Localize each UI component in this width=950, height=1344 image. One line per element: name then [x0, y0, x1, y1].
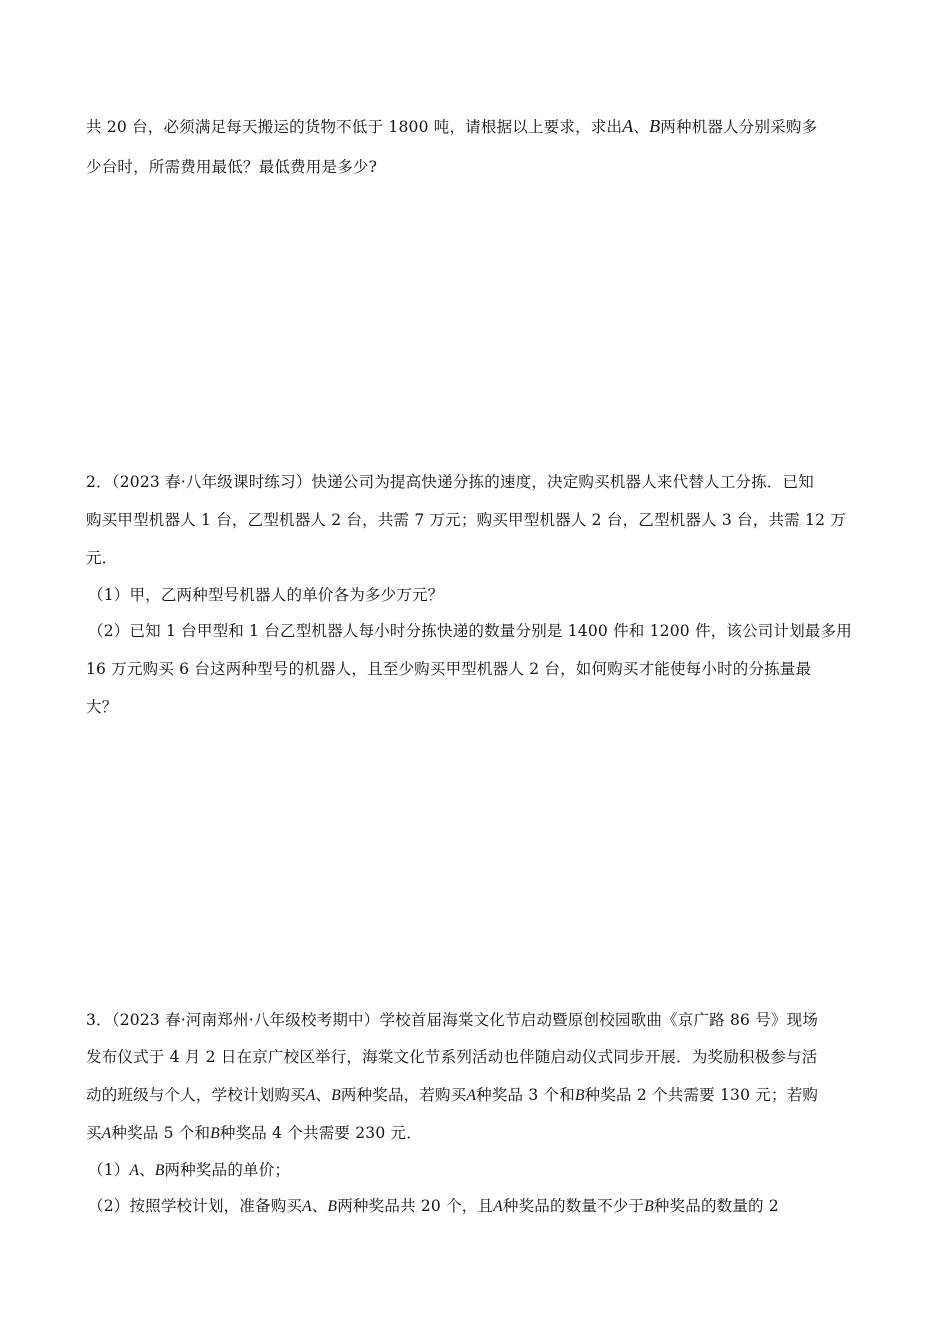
- text-segment: 两种奖品的单价；: [164, 1161, 291, 1179]
- q3-part-1: [88, 1160, 290, 1181]
- text-segment: 种奖品的数量不少于: [502, 1197, 645, 1215]
- var-b: B: [331, 1087, 341, 1104]
- var-b: B: [154, 1162, 165, 1179]
- q2-line-1: 2．（2023 春·八年级课时练习）快递公司为提高快递分拣的速度，决定购买机器人来代替人工分拣．已知: [86, 473, 814, 491]
- text-segment: 动的班级与个人，学校计划购买: [86, 1086, 306, 1104]
- var-a: A: [101, 1125, 112, 1142]
- text-segment: 种奖品 4 个共需要 230 元．: [219, 1124, 422, 1142]
- text-segment: 、: [315, 1086, 332, 1104]
- q3-line-2: 发布仪式于 4 月 2 日在京广校区举行，海棠文化节系列活动也伴随启动仪式同步开展．为奖励积极参与活: [86, 1048, 818, 1066]
- var-a: A: [129, 1162, 140, 1179]
- text-segment: 两种奖品共 20 个，且: [337, 1197, 494, 1215]
- q2-part-2-line-2: 16 万元购买 6 台这两种型号的机器人，且至少购买甲型机器人 2 台，如何购买才能使每小时的分拣量最: [86, 660, 812, 678]
- separator: 、: [633, 118, 650, 136]
- text-segment: 买: [86, 1124, 102, 1142]
- q1-line-1: [86, 116, 817, 137]
- text-segment: 、: [311, 1197, 328, 1215]
- var-a: A: [305, 1087, 316, 1104]
- q1-text-before: 共 20 台，必须满足每天搬运的货物不低于 1800 吨，请根据以上要求，求出: [86, 118, 623, 136]
- text-segment: 种奖品 2 个共需要 130 元；若购: [584, 1086, 819, 1104]
- text-segment: 、: [139, 1161, 155, 1179]
- var-b: B: [327, 1198, 338, 1215]
- text-segment: （1）: [88, 1161, 130, 1179]
- q2-line-3: 元．: [86, 549, 118, 567]
- q2-part-2-line-3: 大？: [86, 698, 118, 716]
- q1-line-2: 少台时，所需费用最低？最低费用是多少?: [86, 158, 378, 176]
- text-segment: （2）按照学校计划，准备购买: [88, 1197, 303, 1215]
- var-b: B: [644, 1198, 654, 1215]
- var-a: A: [493, 1198, 503, 1215]
- q3-line-4: [86, 1123, 422, 1144]
- var-b: B: [649, 116, 661, 136]
- q2-part-2-line-1: （2）已知 1 台甲型和 1 台乙型机器人每小时分拣快递的数量分别是 1400 件和 1200 件，该公司计划最多用: [88, 622, 852, 640]
- text-segment: 种奖品 5 个和: [111, 1124, 211, 1142]
- var-b: B: [210, 1125, 220, 1142]
- var-a: A: [622, 116, 634, 136]
- text-segment: 两种奖品，若购买: [340, 1086, 467, 1104]
- q2-line-2: 购买甲型机器人 1 台，乙型机器人 2 台，共需 7 万元；购买甲型机器人 2 台，乙型机器人 3 台，共需 12 万: [86, 511, 846, 529]
- q3-line-3: [86, 1085, 818, 1106]
- q2-part-1: （1）甲，乙两种型号机器人的单价各为多少万元？: [88, 586, 444, 604]
- text-segment: 种奖品的数量的 2: [653, 1197, 779, 1215]
- text-segment: 种奖品 3 个和: [476, 1086, 575, 1104]
- q3-part-2: [88, 1196, 779, 1217]
- q1-text-after: 两种机器人分别采购多: [660, 118, 818, 136]
- q3-line-1: 3．（2023 春·河南郑州·八年级校考期中）学校首届海棠文化节启动暨原创校园歌曲《京广路 86 号》现场: [86, 1011, 819, 1029]
- var-b: B: [574, 1087, 585, 1104]
- var-a: A: [302, 1198, 312, 1215]
- var-a: A: [466, 1087, 477, 1104]
